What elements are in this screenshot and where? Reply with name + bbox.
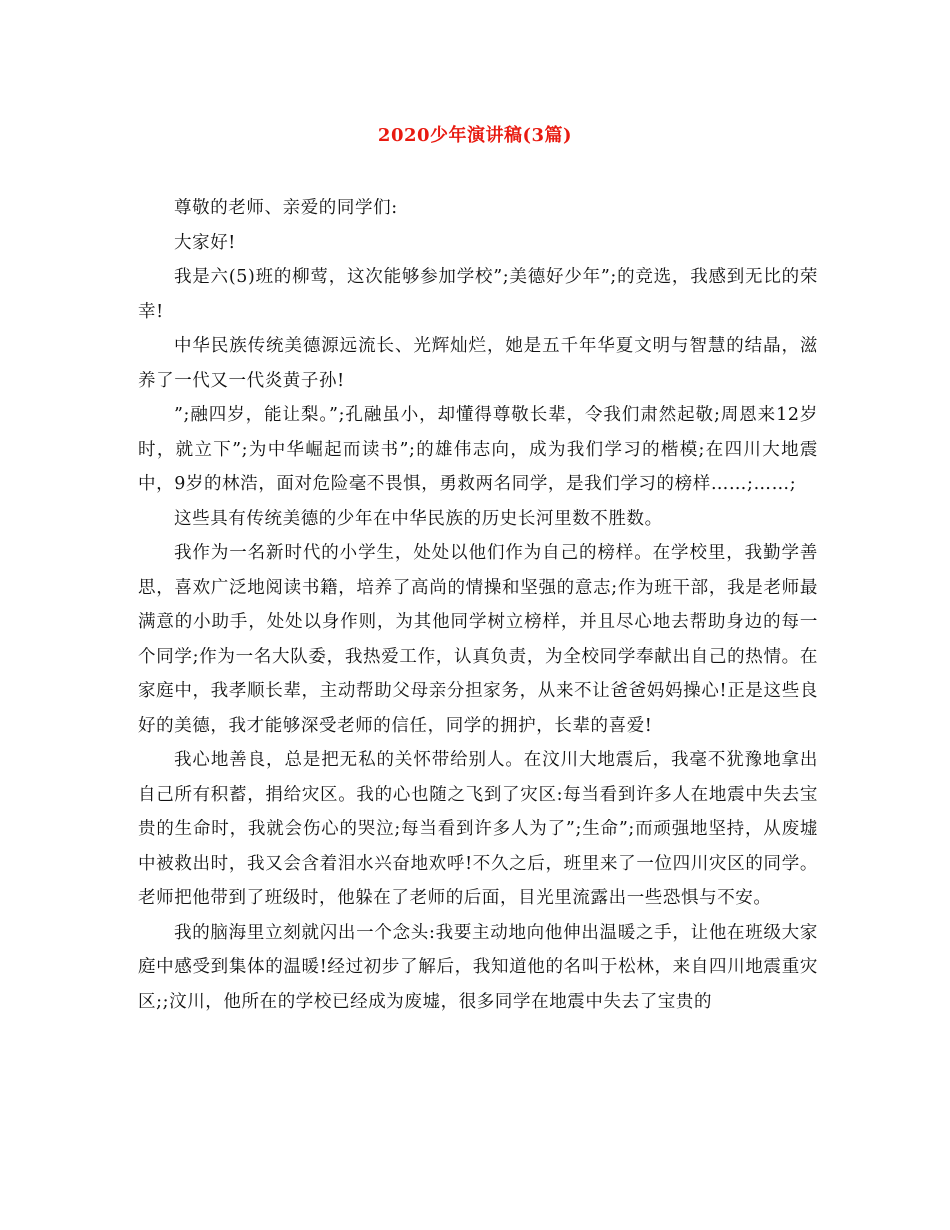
paragraph-new-classmate: 我的脑海里立刻就闪出一个念头:我要主动地向他伸出温暖之手，让他在班级大家庭中感受到集体的温暖!经过初步了解后，我知道他的名叫于松林，来自四川地震重灾区;;汶川，他所在的学校已经成为废墟，很多同学在地震中失去了宝贵的 [138, 922, 818, 1012]
paragraph-hello: 大家好! [174, 232, 236, 253]
paragraph-examples: ”;融四岁，能让梨。”;孔融虽小，却懂得尊敬长辈，令我们肃然起敬;周恩来12岁时，就立下”;为中华崛起而读书”;的雄伟志向，成为我们学习的楷模;在四川大地震中，9岁的林浩，面对危险毫不畏惧，勇救两名同学，是我们学习的榜样……;……; [138, 405, 818, 494]
paragraph-greeting: 尊敬的老师、亲爱的同学们: [174, 198, 398, 218]
paragraph-countless: 这些具有传统美德的少年在中华民族的历史长河里数不胜数。 [174, 508, 663, 529]
paragraph-intro: 我是六(5)班的柳莺，这次能够参加学校”;美德好少年”;的竞选，我感到无比的荣幸! [138, 267, 818, 322]
paragraph-kindness: 我心地善良，总是把无私的关怀带给别人。在汶川大地震后，我毫不犹豫地拿出自己所有积蓄，捐给灾区。我的心也随之飞到了灾区:每当看到许多人在地震中失去宝贵的生命时，我就会伤心的哭泣;每当看到许多人为了”;生命”;而顽强地坚持，从废墟中被救出时，我又会含着泪水兴奋地欢呼!不久之后，班里来了一位四川灾区的同学。老师把他带到了班级时，他躲在了老师的后面，目光里流露出一些恐惧与不安。 [138, 750, 818, 908]
paragraph-virtue: 中华民族传统美德源远流长、光辉灿烂，她是五千年华夏文明与智慧的结晶，滋养了一代又一代炎黄子孙! [138, 336, 818, 391]
document-body [138, 191, 818, 1019]
document-title: 2020少年演讲稿(3篇) [377, 125, 573, 146]
paragraph-role-model: 我作为一名新时代的小学生，处处以他们作为自己的榜样。在学校里，我勤学善思，喜欢广泛地阅读书籍，培养了高尚的情操和坚强的意志;作为班干部，我是老师最满意的小助手，处处以身作则，为其他同学树立榜样，并且尽心地去帮助身边的每一个同学;作为一名大队委，我热爱工作，认真负责，为全校同学奉献出自己的热情。在家庭中，我孝顺长辈，主动帮助父母亲分担家务，从来不让爸爸妈妈操心!正是这些良好的美德，我才能够深受老师的信任，同学的拥护，长辈的喜爱! [138, 543, 818, 736]
